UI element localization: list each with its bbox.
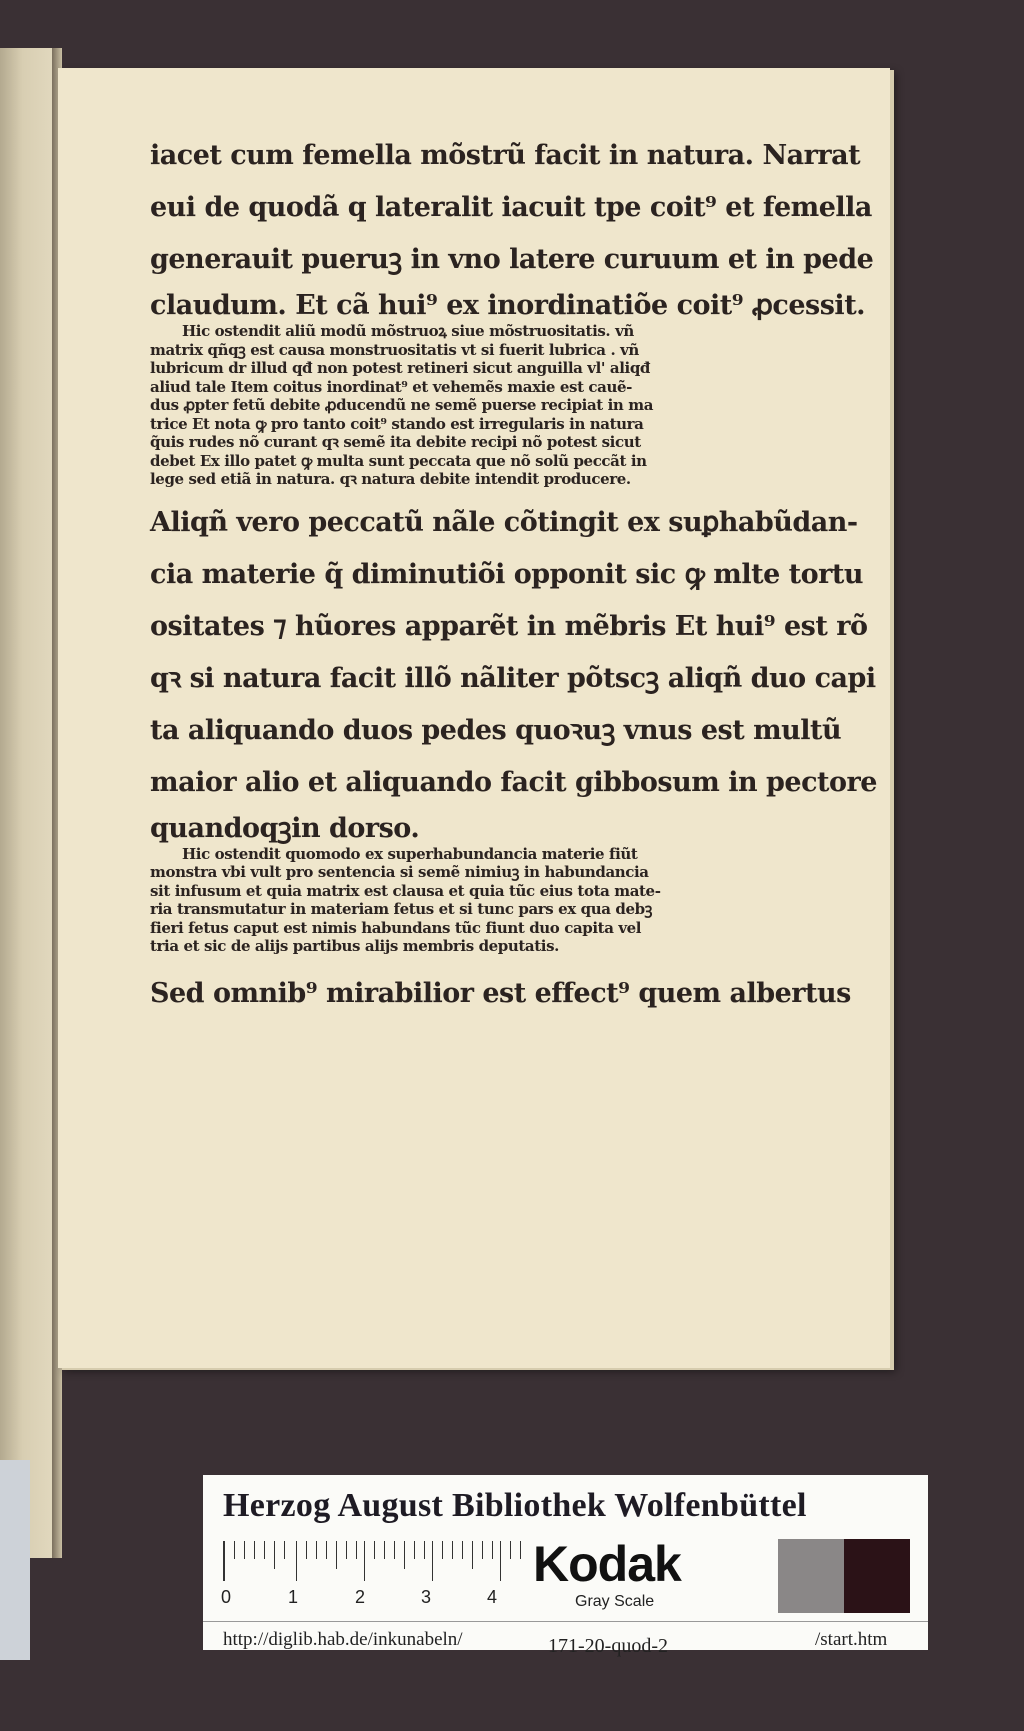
comment-line: debet Ex illo patet ꝙ multa sunt peccata que nõ solũ peccãt in: [150, 451, 647, 470]
digital-library-url: http://diglib.hab.de/inkunabeln/: [223, 1629, 463, 1650]
comment-line: fieri fetus caput est nimis habundans tũc fiunt duo capita vel: [150, 918, 642, 937]
ruler-tick: [316, 1541, 317, 1559]
commentary-2: [150, 845, 750, 956]
ruler-tick: [244, 1541, 245, 1559]
ruler-tick: [364, 1541, 365, 1581]
ruler-tick: [384, 1541, 385, 1559]
comment-line: q̃uis rudes nõ curant qꝛ semẽ ita debite recipi nõ potest sicut: [150, 433, 641, 451]
card-divider: [203, 1621, 928, 1622]
ruler-tick: [264, 1541, 265, 1559]
color-calibration-card: [203, 1475, 928, 1657]
ruler-tick: [284, 1541, 285, 1559]
text-line: ta aliquando duos pedes quoꝛuꝫ vnus est multũ: [150, 714, 842, 746]
ruler-tick: [356, 1541, 357, 1559]
ruler-number: 1: [288, 1587, 299, 1607]
comment-line: monstra vbi vult pro sentencia si semẽ nimiuꝫ in habundancia: [150, 863, 649, 881]
comment-line: Hic ostendit quomodo ex superhabundancia materie fiũt: [182, 844, 638, 863]
ruler-number: 4: [487, 1587, 498, 1607]
ruler-tick: [336, 1541, 337, 1569]
ruler-tick: [326, 1541, 327, 1559]
ruler-tick: [394, 1541, 395, 1559]
comment-line: lubricum dr illud qđ non potest retineri sicut anguilla vl' aliqđ: [150, 359, 651, 377]
gray-scale-label: Gray Scale: [575, 1593, 655, 1610]
gray-swatch: [778, 1539, 844, 1613]
ruler-tick: [482, 1541, 483, 1559]
text-line: Sed omnib⁹ mirabilior est effect⁹ quem albertus: [150, 977, 851, 1009]
ruler-tick: [234, 1541, 235, 1559]
ruler-tick: [224, 1541, 225, 1581]
ruler-tick: [374, 1541, 375, 1559]
text-line: quandoqꝫin dorso.: [150, 812, 420, 844]
ruler-tick: [306, 1541, 307, 1559]
comment-line: tria et sic de alijs partibus alijs membris deputatis.: [150, 937, 559, 955]
comment-line: ria transmutatur in materiam fetus et si tunc pars ex qua debꝫ: [150, 900, 652, 918]
kodak-logo: Kodak: [533, 1536, 681, 1592]
text-line: cia materie q̃ diminutiõi opponit sic ꝙ mlte tortu: [150, 558, 863, 590]
ruler-tick: [404, 1541, 405, 1569]
comment-line: trice Et nota ꝙ pro tanto coit⁹ stando est irregularis in natura: [150, 414, 644, 433]
start-page-suffix: /start.htm: [815, 1629, 888, 1650]
measurement-ruler: [223, 1541, 524, 1581]
text-block-2: [150, 497, 877, 849]
ruler-tick: [414, 1541, 415, 1559]
comment-line: Hic ostendit aliũ modũ mõstruoꝝ siue mõstruositatis. vñ: [182, 322, 634, 340]
ruler-tick: [510, 1541, 511, 1559]
ruler-tick: [520, 1541, 521, 1559]
text-line: iacet cum femella mõstrũ facit in natura. Narrat: [150, 140, 861, 171]
text-line: maior alio et aliquando facit gibbosum in pectore: [150, 766, 877, 798]
comment-line: sit infusum et quia matrix est clausa et quia tũc eius tota mate-: [150, 881, 661, 900]
ruler-tick: [424, 1541, 425, 1559]
ruler-tick: [274, 1541, 275, 1569]
ruler-number: 2: [355, 1587, 366, 1607]
comment-line: aliud tale Item coitus inordinat⁹ et vehemẽs maxie est cauẽ-: [150, 377, 632, 396]
ruler-number: 3: [421, 1587, 432, 1607]
ruler-tick: [462, 1541, 463, 1559]
ruler-tick: [500, 1541, 501, 1581]
shelfmark-code: 171-20-quod-2: [548, 1635, 668, 1657]
comment-line: dus ꝓpter fetũ debite ꝓducendũ ne semẽ puerse recipiat in ma: [150, 396, 654, 414]
ruler-tick: [452, 1541, 453, 1559]
black-swatch: [844, 1539, 910, 1613]
text-line: eui de quodã q lateralit iacuit tpe coit⁹ et femella: [150, 192, 872, 223]
comment-line: matrix qñqꝫ est causa monstruositatis vt si fuerit lubrica . vñ: [150, 340, 639, 359]
text-block-1: [150, 130, 874, 326]
opposite-leaf-edge: [0, 48, 56, 1558]
ruler-tick: [432, 1541, 433, 1581]
comment-line: lege sed etiã in natura. qꝛ natura debite intendit producere.: [150, 470, 631, 488]
ruler-tick: [346, 1541, 347, 1559]
ruler-number: 0: [221, 1587, 232, 1607]
text-line: qꝛ si natura facit illõ nãliter põtscꝫ aliqñ duo capi: [150, 662, 876, 694]
library-title: Herzog August Bibliothek Wolfenbüttel: [223, 1487, 807, 1524]
text-line: ositates ⁊ hũores apparẽt in mẽbris Et hui⁹ est rõ: [150, 610, 868, 642]
text-line: claudum. Et cã hui⁹ ex inordinatiõe coit⁹ ꝓcessit.: [150, 290, 866, 321]
text-block-3: [150, 968, 851, 1020]
ruler-tick: [254, 1541, 255, 1559]
ruler-tick: [472, 1541, 473, 1569]
ruler-tick: [296, 1541, 297, 1581]
commentary-1: [150, 322, 750, 489]
text-line: Aliqñ vero peccatũ nãle cõtingit ex suꝑhabũdan-: [150, 506, 858, 538]
ruler-tick: [442, 1541, 443, 1559]
ruler-tick: [492, 1541, 493, 1559]
text-line: generauit pueruꝫ in vno latere curuum et in pede: [150, 244, 874, 275]
page-text: [150, 130, 877, 1020]
scan-edge-strip: [0, 1460, 30, 1660]
